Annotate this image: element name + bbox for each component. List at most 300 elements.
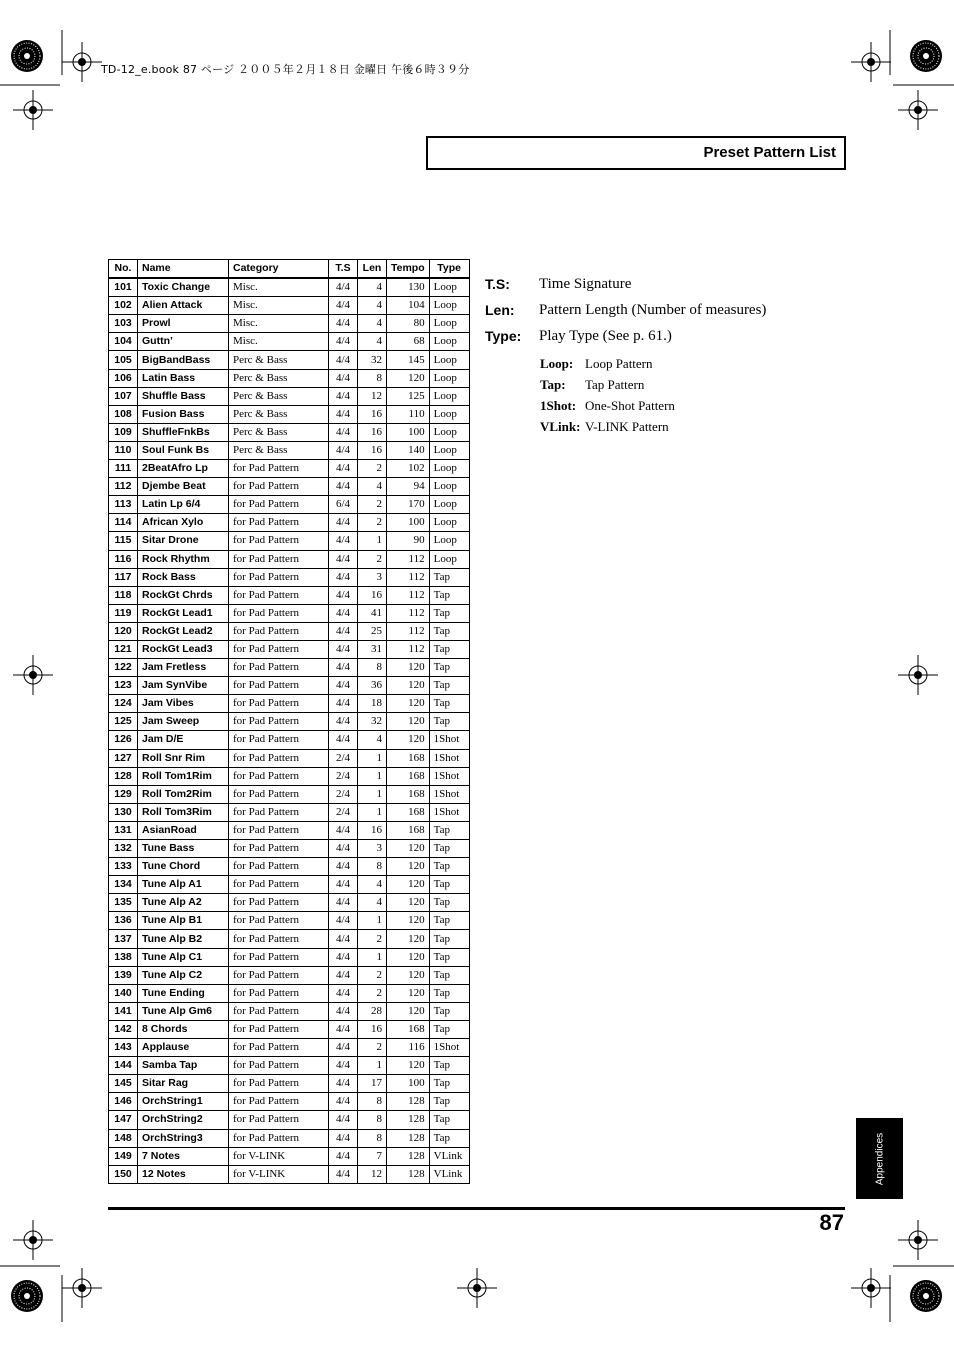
cell-tempo: 120	[387, 659, 430, 677]
cell-ts: 4/4	[329, 858, 358, 876]
cell-type: 1Shot	[429, 785, 469, 803]
cell-name: Roll Tom1Rim	[138, 767, 229, 785]
cell-category: for Pad Pattern	[229, 659, 329, 677]
cell-name: Rock Bass	[138, 568, 229, 586]
legend-type-value: Tap Pattern	[585, 377, 645, 392]
cell-category: for Pad Pattern	[229, 984, 329, 1002]
cell-no: 120	[109, 622, 138, 640]
cell-category: for Pad Pattern	[229, 1057, 329, 1075]
cell-name: Tune Ending	[138, 984, 229, 1002]
cell-ts: 4/4	[329, 622, 358, 640]
cell-ts: 4/4	[329, 695, 358, 713]
legend-type-value: One-Shot Pattern	[585, 398, 675, 413]
cell-len: 1	[358, 532, 387, 550]
cell-category: Perc & Bass	[229, 405, 329, 423]
col-header-no: No.	[109, 260, 138, 279]
cell-category: for Pad Pattern	[229, 803, 329, 821]
cell-category: for V-LINK	[229, 1165, 329, 1183]
cell-category: for Pad Pattern	[229, 622, 329, 640]
legend-ts-key: T.S:	[485, 276, 510, 292]
cell-tempo: 120	[387, 966, 430, 984]
cell-no: 142	[109, 1020, 138, 1038]
cell-len: 4	[358, 333, 387, 351]
cell-tempo: 120	[387, 695, 430, 713]
cell-ts: 4/4	[329, 478, 358, 496]
table-row	[109, 369, 470, 387]
cell-tempo: 80	[387, 315, 430, 333]
legend-ts-value: Time Signature	[539, 276, 632, 292]
cell-type: Tap	[429, 894, 469, 912]
cell-type: Loop	[429, 333, 469, 351]
table-row	[109, 460, 470, 478]
cell-no: 124	[109, 695, 138, 713]
cell-len: 16	[358, 821, 387, 839]
cell-no: 135	[109, 894, 138, 912]
table-row	[109, 1075, 470, 1093]
cell-category: Perc & Bass	[229, 423, 329, 441]
table-row	[109, 858, 470, 876]
col-header-len: Len	[358, 260, 387, 279]
cell-tempo: 128	[387, 1129, 430, 1147]
cell-name: 8 Chords	[138, 1020, 229, 1038]
cell-len: 3	[358, 840, 387, 858]
table-row	[109, 604, 470, 622]
table-row	[109, 677, 470, 695]
table-row	[109, 550, 470, 568]
cell-category: for Pad Pattern	[229, 1129, 329, 1147]
cell-category: for Pad Pattern	[229, 966, 329, 984]
cell-category: for Pad Pattern	[229, 731, 329, 749]
cell-no: 101	[109, 278, 138, 297]
cell-name: Alien Attack	[138, 297, 229, 315]
cell-no: 129	[109, 785, 138, 803]
cell-type: Tap	[429, 713, 469, 731]
cell-tempo: 128	[387, 1111, 430, 1129]
cell-name: Tune Alp Gm6	[138, 1002, 229, 1020]
cell-tempo: 120	[387, 858, 430, 876]
cell-tempo: 120	[387, 984, 430, 1002]
footer-rule	[108, 1207, 845, 1210]
cell-type: Tap	[429, 821, 469, 839]
cell-ts: 4/4	[329, 333, 358, 351]
cell-no: 121	[109, 640, 138, 658]
cell-category: for Pad Pattern	[229, 840, 329, 858]
cell-no: 139	[109, 966, 138, 984]
table-row	[109, 1002, 470, 1020]
table-row	[109, 731, 470, 749]
cell-len: 17	[358, 1075, 387, 1093]
appendices-side-tab	[856, 1118, 903, 1199]
cell-ts: 2/4	[329, 767, 358, 785]
cell-len: 16	[358, 423, 387, 441]
cell-ts: 4/4	[329, 604, 358, 622]
cell-name: Latin Lp 6/4	[138, 496, 229, 514]
cell-ts: 4/4	[329, 821, 358, 839]
table-row	[109, 749, 470, 767]
cell-name: Sitar Drone	[138, 532, 229, 550]
cell-category: for Pad Pattern	[229, 695, 329, 713]
cell-len: 16	[358, 441, 387, 459]
cell-ts: 4/4	[329, 713, 358, 731]
cell-no: 126	[109, 731, 138, 749]
cell-type: Tap	[429, 1129, 469, 1147]
cell-len: 2	[358, 930, 387, 948]
cell-no: 137	[109, 930, 138, 948]
cell-no: 108	[109, 405, 138, 423]
table-row	[109, 532, 470, 550]
cell-no: 128	[109, 767, 138, 785]
table-row	[109, 586, 470, 604]
cell-tempo: 100	[387, 1075, 430, 1093]
table-row	[109, 315, 470, 333]
table-row	[109, 767, 470, 785]
cell-name: Latin Bass	[138, 369, 229, 387]
cell-category: for Pad Pattern	[229, 749, 329, 767]
cell-ts: 4/4	[329, 840, 358, 858]
cell-no: 115	[109, 532, 138, 550]
cell-len: 1	[358, 803, 387, 821]
cell-no: 122	[109, 659, 138, 677]
cell-type: Tap	[429, 966, 469, 984]
legend-len-key: Len:	[485, 302, 515, 318]
table-row	[109, 405, 470, 423]
section-title: Preset Pattern List	[703, 144, 836, 161]
cell-name: Jam SynVibe	[138, 677, 229, 695]
cell-category: for Pad Pattern	[229, 1093, 329, 1111]
cell-no: 150	[109, 1165, 138, 1183]
cell-no: 131	[109, 821, 138, 839]
cell-type: Tap	[429, 984, 469, 1002]
cell-category: for Pad Pattern	[229, 514, 329, 532]
cell-name: Prowl	[138, 315, 229, 333]
cell-tempo: 104	[387, 297, 430, 315]
cell-no: 102	[109, 297, 138, 315]
cell-ts: 4/4	[329, 460, 358, 478]
cell-no: 111	[109, 460, 138, 478]
table-row	[109, 640, 470, 658]
cell-type: Loop	[429, 315, 469, 333]
cell-category: Misc.	[229, 315, 329, 333]
cell-name: Applause	[138, 1039, 229, 1057]
cell-name: Tune Bass	[138, 840, 229, 858]
cell-len: 16	[358, 405, 387, 423]
cell-len: 2	[358, 496, 387, 514]
cell-ts: 4/4	[329, 1165, 358, 1183]
cell-category: for Pad Pattern	[229, 713, 329, 731]
cell-name: Toxic Change	[138, 278, 229, 297]
cell-name: RockGt Lead3	[138, 640, 229, 658]
cell-type: Tap	[429, 640, 469, 658]
table-row	[109, 441, 470, 459]
table-row	[109, 387, 470, 405]
table-row	[109, 496, 470, 514]
cell-tempo: 145	[387, 351, 430, 369]
cell-no: 130	[109, 803, 138, 821]
cell-len: 3	[358, 568, 387, 586]
table-row	[109, 1147, 470, 1165]
cell-len: 4	[358, 278, 387, 297]
cell-category: for Pad Pattern	[229, 640, 329, 658]
cell-category: Perc & Bass	[229, 441, 329, 459]
cell-category: for Pad Pattern	[229, 858, 329, 876]
cell-ts: 4/4	[329, 1039, 358, 1057]
cell-no: 147	[109, 1111, 138, 1129]
preset-pattern-table	[108, 259, 470, 1184]
cell-name: OrchString3	[138, 1129, 229, 1147]
cell-type: Tap	[429, 622, 469, 640]
cell-category: for Pad Pattern	[229, 876, 329, 894]
cell-type: Tap	[429, 586, 469, 604]
table-row	[109, 1165, 470, 1183]
cell-name: Tune Alp B1	[138, 912, 229, 930]
cell-ts: 4/4	[329, 514, 358, 532]
cell-name: Tune Alp A1	[138, 876, 229, 894]
legend-type-value: Loop Pattern	[585, 356, 653, 371]
cell-len: 12	[358, 1165, 387, 1183]
cell-len: 2	[358, 1039, 387, 1057]
cell-no: 132	[109, 840, 138, 858]
cell-tempo: 125	[387, 387, 430, 405]
cell-name: Sitar Rag	[138, 1075, 229, 1093]
cell-type: VLink	[429, 1165, 469, 1183]
cell-name: Roll Tom2Rim	[138, 785, 229, 803]
cell-len: 1	[358, 948, 387, 966]
cell-category: for Pad Pattern	[229, 1020, 329, 1038]
table-row	[109, 876, 470, 894]
cell-type: 1Shot	[429, 803, 469, 821]
cell-type: Tap	[429, 876, 469, 894]
cell-len: 4	[358, 315, 387, 333]
cell-name: Roll Snr Rim	[138, 749, 229, 767]
legend-len-value: Pattern Length (Number of measures)	[539, 302, 767, 318]
cell-category: for V-LINK	[229, 1147, 329, 1165]
cell-category: Misc.	[229, 333, 329, 351]
cell-tempo: 130	[387, 278, 430, 297]
cell-name: Jam D/E	[138, 731, 229, 749]
table-row	[109, 278, 470, 297]
legend-type-key: Loop:	[540, 356, 574, 371]
cell-ts: 4/4	[329, 894, 358, 912]
cell-no: 103	[109, 315, 138, 333]
cell-ts: 4/4	[329, 948, 358, 966]
cell-tempo: 112	[387, 586, 430, 604]
cell-name: Jam Fretless	[138, 659, 229, 677]
cell-category: for Pad Pattern	[229, 821, 329, 839]
cell-len: 8	[358, 1129, 387, 1147]
cell-category: for Pad Pattern	[229, 1111, 329, 1129]
cell-category: for Pad Pattern	[229, 478, 329, 496]
table-row	[109, 1020, 470, 1038]
cell-name: Tune Alp C1	[138, 948, 229, 966]
cell-name: Rock Rhythm	[138, 550, 229, 568]
cell-category: for Pad Pattern	[229, 1075, 329, 1093]
cell-tempo: 120	[387, 894, 430, 912]
cell-name: Soul Funk Bs	[138, 441, 229, 459]
cell-tempo: 120	[387, 1057, 430, 1075]
cell-name: 12 Notes	[138, 1165, 229, 1183]
page-number: 87	[819, 1210, 844, 1235]
cell-no: 116	[109, 550, 138, 568]
cell-type: Loop	[429, 496, 469, 514]
cell-no: 114	[109, 514, 138, 532]
table-row	[109, 659, 470, 677]
table-row	[109, 622, 470, 640]
cell-type: Tap	[429, 1020, 469, 1038]
cell-category: for Pad Pattern	[229, 1002, 329, 1020]
cell-len: 1	[358, 912, 387, 930]
cell-no: 141	[109, 1002, 138, 1020]
table-row	[109, 948, 470, 966]
cell-tempo: 168	[387, 803, 430, 821]
table-row	[109, 1129, 470, 1147]
cell-ts: 4/4	[329, 1129, 358, 1147]
cell-name: Samba Tap	[138, 1057, 229, 1075]
cell-len: 16	[358, 1020, 387, 1038]
cell-tempo: 168	[387, 1020, 430, 1038]
cell-name: African Xylo	[138, 514, 229, 532]
cell-type: Tap	[429, 912, 469, 930]
table-row	[109, 1111, 470, 1129]
cell-len: 31	[358, 640, 387, 658]
table-row	[109, 840, 470, 858]
cell-ts: 4/4	[329, 1020, 358, 1038]
cell-category: for Pad Pattern	[229, 767, 329, 785]
table-row	[109, 351, 470, 369]
cell-ts: 4/4	[329, 441, 358, 459]
cell-type: Tap	[429, 695, 469, 713]
cell-len: 32	[358, 713, 387, 731]
cell-tempo: 112	[387, 550, 430, 568]
cell-no: 106	[109, 369, 138, 387]
cell-category: for Pad Pattern	[229, 604, 329, 622]
cell-name: BigBandBass	[138, 351, 229, 369]
cell-type: Tap	[429, 568, 469, 586]
cell-name: Djembe Beat	[138, 478, 229, 496]
cell-no: 140	[109, 984, 138, 1002]
table-row	[109, 803, 470, 821]
cell-tempo: 112	[387, 568, 430, 586]
table-row	[109, 785, 470, 803]
cell-ts: 4/4	[329, 278, 358, 297]
legend-type-value: V-LINK Pattern	[585, 419, 669, 434]
cell-len: 4	[358, 297, 387, 315]
table-row	[109, 984, 470, 1002]
cell-type: Loop	[429, 297, 469, 315]
cell-len: 8	[358, 1111, 387, 1129]
cell-ts: 4/4	[329, 659, 358, 677]
cell-category: Perc & Bass	[229, 387, 329, 405]
cell-ts: 2/4	[329, 785, 358, 803]
col-header-category: Category	[229, 260, 329, 279]
table-row	[109, 423, 470, 441]
cell-name: Roll Tom3Rim	[138, 803, 229, 821]
cell-len: 4	[358, 731, 387, 749]
cell-ts: 4/4	[329, 351, 358, 369]
cell-type: 1Shot	[429, 767, 469, 785]
cell-category: Misc.	[229, 297, 329, 315]
cell-type: Loop	[429, 369, 469, 387]
cell-name: 7 Notes	[138, 1147, 229, 1165]
cell-name: Jam Vibes	[138, 695, 229, 713]
cell-category: for Pad Pattern	[229, 532, 329, 550]
cell-type: Loop	[429, 478, 469, 496]
cell-ts: 4/4	[329, 640, 358, 658]
cell-type: Loop	[429, 441, 469, 459]
cell-tempo: 68	[387, 333, 430, 351]
cell-category: Perc & Bass	[229, 351, 329, 369]
cell-no: 143	[109, 1039, 138, 1057]
legend-type-key: Tap:	[540, 377, 566, 392]
cell-tempo: 168	[387, 749, 430, 767]
table-row	[109, 894, 470, 912]
cell-type: 1Shot	[429, 1039, 469, 1057]
cell-ts: 4/4	[329, 315, 358, 333]
cell-name: RockGt Chrds	[138, 586, 229, 604]
cell-no: 107	[109, 387, 138, 405]
cell-tempo: 120	[387, 930, 430, 948]
table-row	[109, 1057, 470, 1075]
cell-type: Tap	[429, 858, 469, 876]
table-row	[109, 297, 470, 315]
cell-name: Tune Alp B2	[138, 930, 229, 948]
cell-ts: 6/4	[329, 496, 358, 514]
cell-type: Tap	[429, 1057, 469, 1075]
cell-name: RockGt Lead2	[138, 622, 229, 640]
col-header-name: Name	[138, 260, 229, 279]
col-header-type: Type	[429, 260, 469, 279]
cell-no: 127	[109, 749, 138, 767]
book-header: TD-12_e.book 87 ページ ２００５年２月１８日 金曜日 午後６時３９分	[101, 63, 470, 76]
cell-ts: 4/4	[329, 966, 358, 984]
cell-ts: 4/4	[329, 677, 358, 695]
table-row	[109, 930, 470, 948]
cell-ts: 4/4	[329, 731, 358, 749]
cell-type: Tap	[429, 1002, 469, 1020]
cell-no: 148	[109, 1129, 138, 1147]
cell-tempo: 120	[387, 840, 430, 858]
cell-no: 145	[109, 1075, 138, 1093]
cell-name: Shuffle Bass	[138, 387, 229, 405]
cell-tempo: 120	[387, 1002, 430, 1020]
cell-len: 8	[358, 858, 387, 876]
cell-len: 1	[358, 1057, 387, 1075]
cell-len: 7	[358, 1147, 387, 1165]
cell-ts: 2/4	[329, 749, 358, 767]
cell-len: 25	[358, 622, 387, 640]
cell-tempo: 120	[387, 369, 430, 387]
cell-type: Loop	[429, 550, 469, 568]
cell-type: Loop	[429, 423, 469, 441]
legend-type-key: 1Shot:	[540, 398, 577, 413]
cell-category: Perc & Bass	[229, 369, 329, 387]
cell-len: 41	[358, 604, 387, 622]
cell-no: 133	[109, 858, 138, 876]
cell-ts: 4/4	[329, 984, 358, 1002]
cell-tempo: 112	[387, 622, 430, 640]
cell-len: 2	[358, 984, 387, 1002]
cell-no: 109	[109, 423, 138, 441]
cell-category: Misc.	[229, 278, 329, 297]
cell-category: for Pad Pattern	[229, 912, 329, 930]
cell-type: 1Shot	[429, 749, 469, 767]
cell-ts: 4/4	[329, 1093, 358, 1111]
cell-ts: 4/4	[329, 930, 358, 948]
cell-no: 134	[109, 876, 138, 894]
cell-tempo: 94	[387, 478, 430, 496]
cell-len: 2	[358, 460, 387, 478]
cell-category: for Pad Pattern	[229, 930, 329, 948]
cell-tempo: 110	[387, 405, 430, 423]
